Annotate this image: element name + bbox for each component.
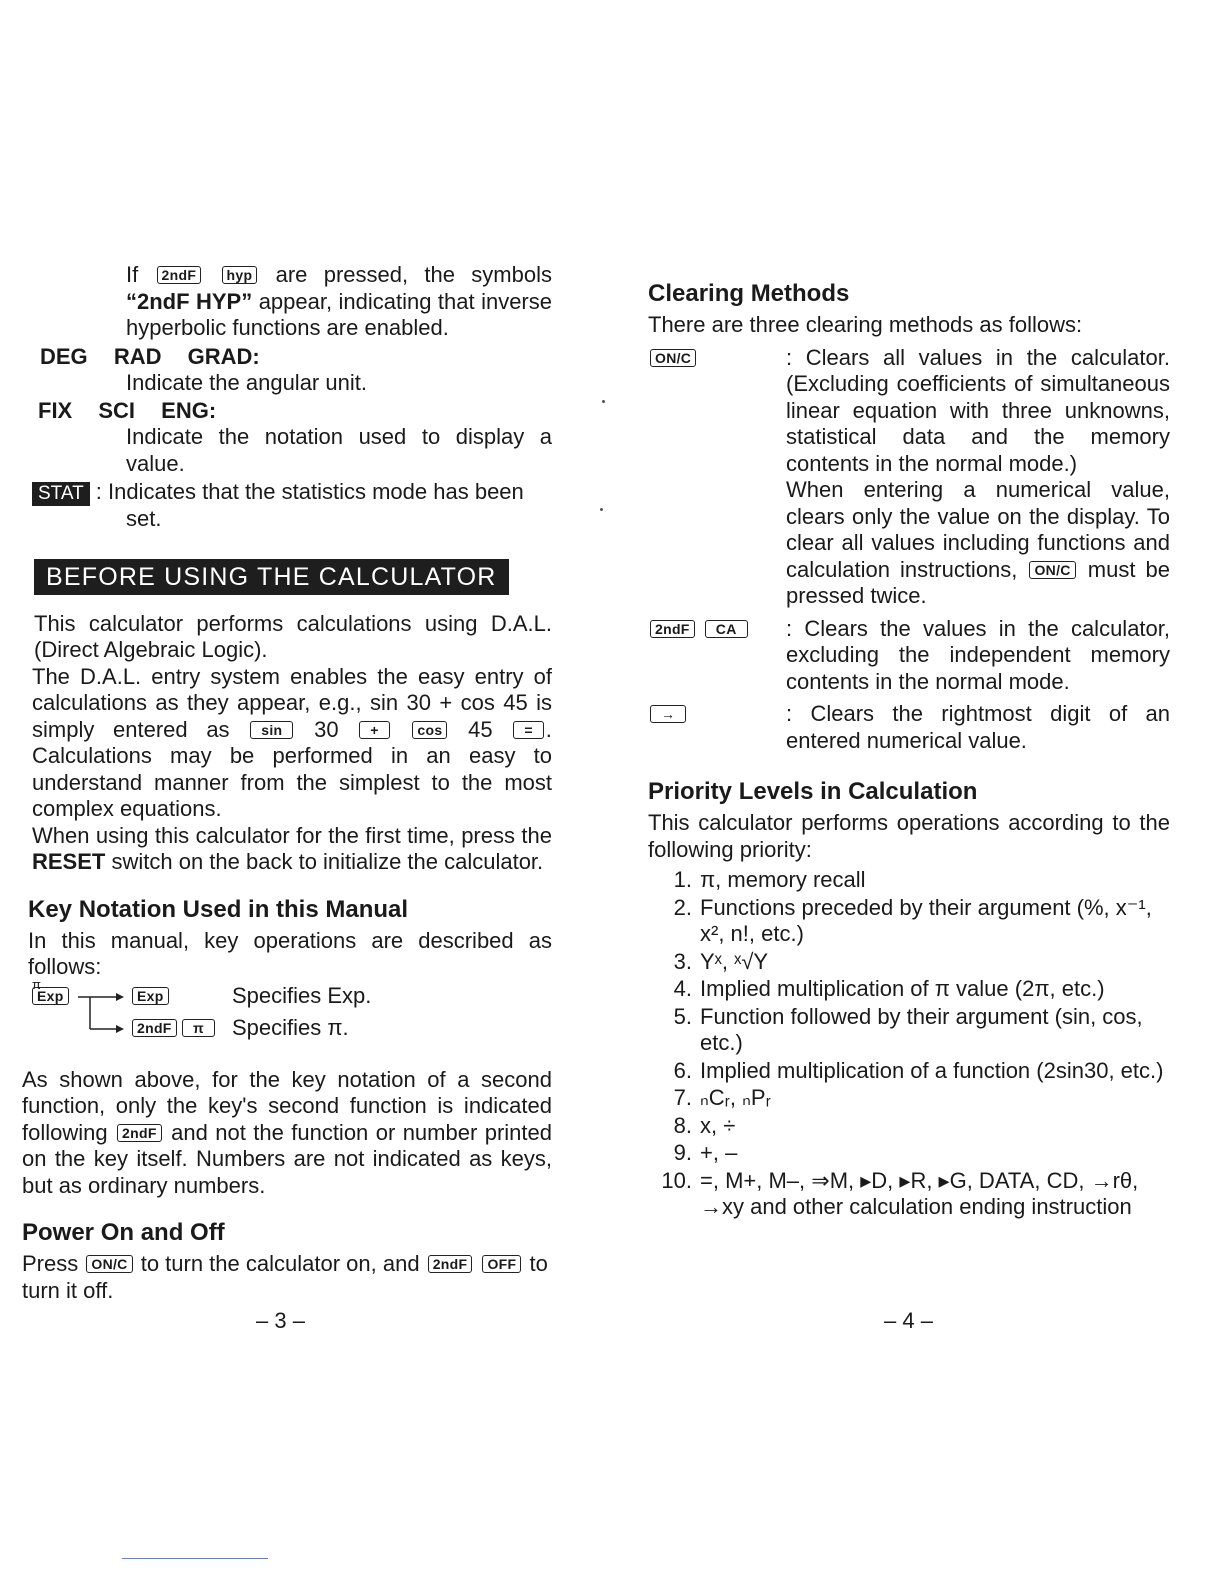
diagram-spec-pi: Specifies π. [232,1014,349,1040]
stat-line [22,479,552,506]
key-hyp: hyp [222,266,258,284]
clearing-heading: Clearing Methods [648,280,850,307]
list-item [648,1085,1170,1112]
clear1-text2b: must be pressed twice. [786,556,1170,608]
priority-list [648,867,1170,1221]
diagram-key-exp-second: Exp [132,987,169,1005]
item-text: Function followed by their argument (sin, cos, etc.) [700,1003,1143,1055]
item-number: 5. [673,1003,692,1029]
item-number: 2. [673,894,692,920]
dal-paragraph-2 [22,664,552,823]
power-text-a: Press [22,1251,79,1276]
page-number-4: – 4 – [884,1308,933,1333]
key-2ndf-power: 2ndF [428,1255,473,1273]
key-plus: + [359,721,389,739]
item-text: ₙCᵣ, ₙPᵣ [700,1085,771,1110]
dal-text-a: The D.A.L. entry system enables the easy entry of calculations as they appear, e.g., sin 30 + cos 45 is simply entered as [32,663,552,742]
item-text: +, – [700,1140,738,1165]
diagram-key-pi: π [182,1019,215,1037]
item-number: 1. [673,867,692,892]
item-text: Yˣ, ˣ√Y [700,948,769,974]
deg-label: DEG [40,343,88,369]
key-on-c-twice: ON/C [1029,561,1075,579]
power-heading: Power On and Off [22,1219,225,1246]
item-number: 4. [673,976,692,1001]
second-fn-text-a: As shown above, for the key notation of a second function, only the key's second function is indicated following [22,1066,552,1145]
item-number: 6. [673,1057,692,1083]
second-function-paragraph [22,1067,552,1200]
reset-paragraph [22,823,552,876]
stat-badge: STAT [32,482,90,506]
item-text: x, ÷ [700,1112,736,1138]
key-2ndf-clear: 2ndF [650,620,695,638]
page-number-3: – 3 – [256,1308,305,1333]
item-text: Implied multiplication of a function (2sin30, etc.) [700,1057,1164,1083]
list-item [648,1004,1170,1057]
key-on-c-clear: ON/C [650,349,696,367]
item-number: 7. [673,1085,692,1110]
diagram-key-2ndf: 2ndF [132,1019,177,1037]
notation-description: Indicate the notation used to display a value. [126,424,552,476]
clear-method-text [786,345,1170,610]
power-paragraph [22,1251,552,1304]
item-number: 3. [673,948,692,974]
clear-method-on-c [648,345,1170,610]
key-notation-heading: Key Notation Used in this Manual [28,895,409,923]
intro-suffix: are pressed, the symbols [275,262,552,287]
key-notation-diagram [22,976,552,1055]
grad-label: GRAD: [187,343,260,369]
list-item [648,867,1170,894]
rad-label: RAD [113,343,162,369]
clear-method-keys [648,616,786,696]
hyp-paragraph [22,262,552,342]
right-page [648,280,1170,1222]
key-ca: CA [705,620,748,638]
list-item [648,1168,1170,1221]
fix-label: FIX [38,398,73,423]
item-number: 9. [673,1140,692,1165]
item-text: Functions preceded by their argument (%, x⁻¹, x², n!, etc.) [700,894,1152,946]
sci-label: SCI [98,398,136,423]
dal-num-30: 30 [314,716,339,742]
key-sin: sin [250,721,293,739]
list-item [648,949,1170,976]
diagram-spec-exp: Specifies Exp. [232,982,372,1008]
second-fn-text-b: and not the function or number printed on the key itself. Numbers are not indicated as keys, but as ordinary numbers. [22,1119,552,1198]
reset-bold: RESET [32,849,106,874]
scan-speck [602,400,605,403]
list-item [648,1113,1170,1140]
clear3-text: : Clears the rightmost digit of an entered numerical value. [786,701,1170,753]
stat-description-2: set. [126,506,162,531]
dal-paragraph-1: This calculator performs calculations using D.A.L. (Direct Algebraic Logic). [34,610,552,662]
diagram-pi-label: π [32,976,41,992]
key-2ndf-inline: 2ndF [117,1124,162,1142]
key-equals: = [513,721,543,739]
list-item [648,1140,1170,1167]
scan-speck [600,508,603,511]
clear-method-text [786,701,1170,754]
item-number: 8. [673,1112,692,1138]
intro-rest: appear, indicating that inverse hyperbolic functions are enabled. [126,288,552,340]
stat-description: : Indicates that the statistics mode has been [95,479,524,504]
key-off: OFF [482,1255,521,1273]
clear1-text2 [786,477,1170,610]
footer-rule [122,1558,268,1559]
priority-intro: This calculator performs operations according to the following priority: [648,810,1170,862]
section-banner: BEFORE USING THE CALCULATOR [34,559,509,595]
key-right-arrow: → [650,705,686,723]
key-cos: cos [412,721,447,739]
clear2-text: : Clears the values in the calculator, excluding the independent memory contents in the normal mode. [786,615,1170,694]
reset-text-b: switch on the back to initialize the calculator. [111,849,544,874]
list-item [648,976,1170,1003]
angle-labels [22,344,552,370]
angle-description: Indicate the angular unit. [126,369,367,395]
item-number: 10. [661,1167,692,1193]
clear-method-ca [648,616,1170,696]
clearing-intro: There are three clearing methods as follows: [648,312,1083,337]
clear-method-text [786,616,1170,696]
clear-method-keys [648,345,786,610]
key-notation-intro: In this manual, key operations are described as follows: [28,927,552,979]
reset-text-a: When using this calculator for the first time, press the [32,822,552,848]
dal-num-45: 45 [468,716,493,742]
dal-text-b: . Calculations may be performed in an easy to understand manner from the simplest to the most complex equations. [32,716,552,821]
item-text: =, M+, M–, ⇒M, ▸D, ▸R, ▸G, DATA, CD, →rθ, →xy and other calculation ending instruction [700,1167,1139,1219]
clear1-text: : Clears all values in the calculator. (Excluding coefficients of simultaneous linear equation with three unknowns, statistical data and the memory contents in the normal mode.) [786,344,1170,476]
key-on-c: ON/C [86,1255,132,1273]
eng-label: ENG: [161,398,217,423]
item-text: Implied multiplication of π value (2π, etc.) [700,976,1105,1001]
power-text-b: to turn the calculator on, and [140,1251,420,1276]
list-item [648,895,1170,948]
key-2ndf: 2ndF [157,266,202,284]
clear1-text2a: When entering a numerical value, clears only the value on the display. To clear all values including functions and calculation instructions, [786,477,1170,582]
left-page [22,262,552,1304]
power-text-c: to turn it off. [22,1251,548,1303]
symbol-text: “2ndF HYP” [126,288,253,314]
notation-labels [22,398,552,424]
clear-method-keys [648,701,786,754]
intro-prefix: If [126,262,139,287]
clear-method-backspace [648,701,1170,754]
diagram-key-exp: Exp [32,987,69,1005]
list-item [648,1058,1170,1085]
item-text: π, memory recall [700,867,866,892]
priority-heading: Priority Levels in Calculation [648,778,978,805]
